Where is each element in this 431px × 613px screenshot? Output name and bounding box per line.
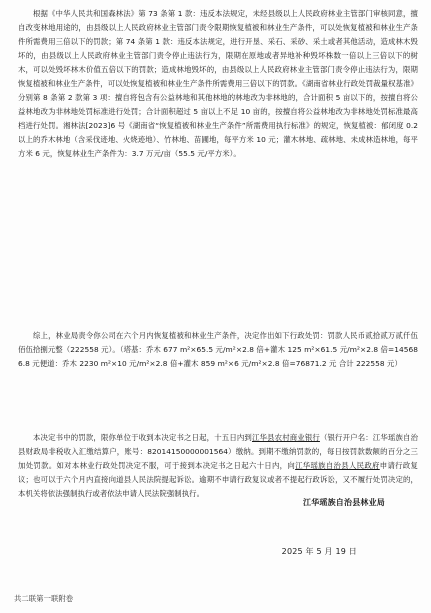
payment-text-2: （银行开户名：江华瑶族自治县财政局非税收入汇缴结算户，账号：82014150000001564）缴纳。到期不缴纳罚款的，每日按罚款数额的百分之三加处罚款。如对本林业行政处罚决定不服，可于接到本决定书之日起六十日内，向 <box>18 433 419 470</box>
payment-instructions-paragraph <box>18 431 418 501</box>
issuing-authority: 江华瑶族自治县林业局 <box>303 498 385 507</box>
bank-name: 江华县农村商业银行 <box>251 433 320 442</box>
county-government-name: 江华瑶族自治县人民政府 <box>295 461 380 470</box>
legal-basis-paragraph: 根据《中华人民共和国森林法》第 73 条第 1 款：违反本法规定，未经县级以上人民政府林业主管部门审核同意，擅自改变林地用途的，由县级以上人民政府林业主管部门责令限期恢复植被和林业生产条件，可以处恢复植被和林业生产条件所需费用三倍以下的罚款；第 74 条第 1 款：违反本法规定，进行开垦、采石、采砂、采土或者其他活动，造成林木毁坏的，由县级以上人民政府林业主管部门责令停止违法行为，限期在原地或者异地补种毁坏株数一倍以上三倍以下的树木，可以处毁坏林木价值五倍以下的罚款；造成林地毁坏的，由县级以上人民政府林业主管部门责令停止违法行为，限期恢复植被和林业生产条件，可以处恢复植被和林业生产条件所需费用三倍以下的罚款。《湖南省林业行政处罚裁量权基准》分别第 8 条第 2 款第 3 项：擅自将包含有公益林地和其他林地的林地改为非林地的，合计面积 5 亩以下的，按擅自将公益林地改为非林地处罚标准进行处罚；合计面积超过 5 亩以上不足 10 亩的，按擅自将公益林地改为非林地处罚标准最高档进行处罚。湘林法[2023]6 号《湖南省“恢复植被和林业生产条件”所需费用执行标准》的规定，恢复植被：郁闭度 0.2 以上的乔木林地（含采伐迹地、火烧迹地）、竹林地、苗圃地，每平方米 10 元；灌木林地、疏林地、未成林造林地，每平方米 6 元，恢复林业生产条件为：3.7 万元/亩（55.5 元/平方米）。 <box>18 9 418 158</box>
copy-note: 共二联第一联附卷 <box>14 594 74 603</box>
payment-text-1: 本决定书中的罚款，限你单位于收到本决定书之日起，十五日内到 <box>33 433 252 442</box>
issue-date: 2025 年 5 月 19 日 <box>281 547 357 556</box>
payment-text-3: 申请行政复议；也可以于六个月内直接向道县人民法院提起诉讼。逾期不申请行政复议或者不提起行政诉讼，又不履行处罚决定的，本机关将依法强制执行或者依法申请人民法院强制执行。 <box>18 461 418 498</box>
penalty-decision-paragraph: 综上，林业局责令你公司在六个月内恢复植被和林业生产条件，决定作出如下行政处罚：罚款人民币贰拾贰万贰仟伍佰伍拾捌元整（222558 元）。（塔基：乔木 677 m²×65.5 元/m²×2.8 倍+灌木 125 m²×61.5 元/m²×2.8 倍=145686.8 元便道：乔木 2230 m²×10 元/m²×2.8 倍+灌木 859 m²×6 元/m²×2.8 倍=76871.2 元 合计 222558 元） <box>18 331 418 368</box>
